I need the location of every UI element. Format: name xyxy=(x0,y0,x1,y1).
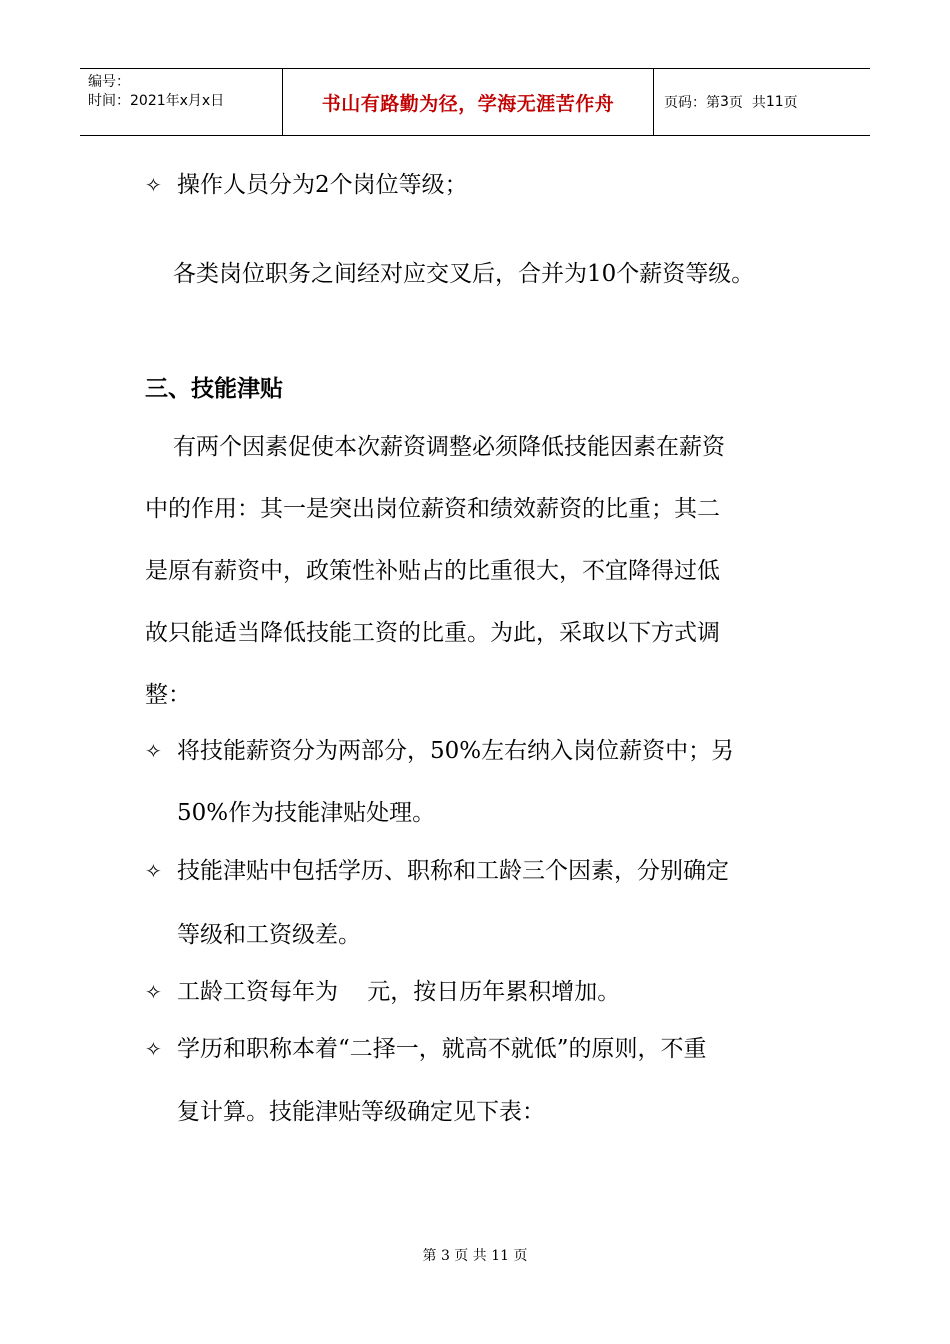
paragraph-line: 是原有薪资中，政策性补贴占的比重很大，不宜降得过低 xyxy=(145,558,720,584)
header-page-info xyxy=(654,69,870,135)
bullet-item xyxy=(145,1033,707,1065)
paragraph-line: 故只能适当降低技能工资的比重。为此，采取以下方式调 xyxy=(145,620,720,646)
page-suffix: 页 xyxy=(783,95,798,111)
bullet-continuation: 50%作为技能津贴处理。 xyxy=(177,800,436,826)
header-meta xyxy=(80,69,282,135)
bullet-continuation: 等级和工资级差。 xyxy=(177,922,361,948)
bullet-intro-text: 操作人员分为2个岗位等级； xyxy=(177,172,468,198)
bullet-item xyxy=(145,976,620,1008)
page-middle: 页 共 xyxy=(728,95,766,111)
bullet-item xyxy=(145,735,734,767)
diamond-bullet-icon: ✧ xyxy=(145,173,162,197)
bullet-continuation: 复计算。技能津贴等级确定见下表： xyxy=(177,1099,545,1125)
page-current: 3 xyxy=(720,94,729,110)
bullet-item xyxy=(145,855,729,887)
summary-paragraph: 各类岗位职务之间经对应交叉后，合并为10个薪资等级。 xyxy=(173,261,755,287)
diamond-bullet-icon: ✧ xyxy=(145,859,162,883)
header-motto: 书山有路勤为径，学海无涯苦作舟 xyxy=(282,69,654,135)
bullet-text: 将技能薪资分为两部分，50%左右纳入岗位薪资中；另 xyxy=(177,738,735,764)
diamond-bullet-icon: ✧ xyxy=(145,980,162,1004)
paragraph-line: 整： xyxy=(145,682,191,708)
diamond-bullet-icon: ✧ xyxy=(145,1037,162,1061)
bullet-text: 工龄工资每年为 元，按日历年累积增加。 xyxy=(177,979,621,1005)
bullet-text: 学历和职称本着“二择一，就高不就低”的原则，不重 xyxy=(177,1036,707,1062)
bullet-intro xyxy=(145,169,468,201)
header-number-label: 编号： xyxy=(88,74,130,90)
bullet-text: 技能津贴中包括学历、职称和工龄三个因素，分别确定 xyxy=(177,858,729,884)
paragraph-line: 有两个因素促使本次薪资调整必须降低技能因素在薪资 xyxy=(173,434,725,460)
document-header xyxy=(80,68,870,136)
paragraph-line: 中的作用：其一是突出岗位薪资和绩效薪资的比重；其二 xyxy=(145,496,720,522)
page-footer: 第 3 页 共 11 页 xyxy=(422,1248,528,1264)
section-title: 三、技能津贴 xyxy=(145,376,283,402)
page-total: 11 xyxy=(765,94,784,110)
header-date: 时间：2021年x月x日 xyxy=(88,93,225,109)
page-prefix: 页码：第 xyxy=(664,95,720,111)
diamond-bullet-icon: ✧ xyxy=(145,739,162,763)
